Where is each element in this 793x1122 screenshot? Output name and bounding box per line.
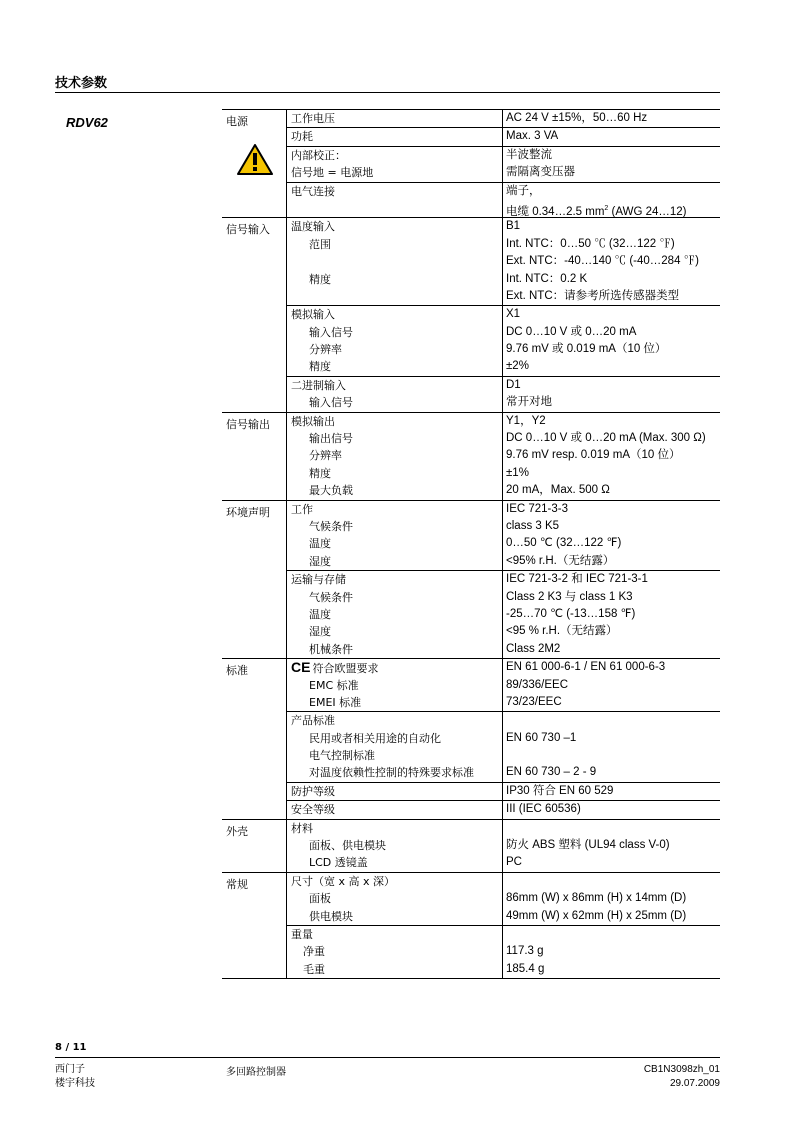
spec-value: EN 60 730 – 2 - 9 bbox=[506, 766, 597, 779]
spec-value: 9.76 mV 或 0.019 mA（10 位） bbox=[506, 343, 667, 356]
spec-name: 安全等级 bbox=[291, 803, 335, 817]
spec-group-material bbox=[287, 820, 720, 872]
spec-value: EN 61 000-6-1 / EN 61 000-6-3 bbox=[506, 661, 666, 674]
spec-name: 最大负载 bbox=[309, 484, 353, 498]
section-signal-output bbox=[222, 413, 720, 501]
spec-name: 净重 bbox=[303, 945, 325, 959]
spec-group-eu bbox=[287, 659, 720, 711]
spec-name: 面板、供电模块 bbox=[309, 839, 386, 853]
model-name: RDV62 bbox=[66, 115, 108, 130]
spec-name: 材料 bbox=[291, 821, 313, 835]
section-signal-input bbox=[222, 218, 720, 412]
spec-name: 对温度依赖性控制的特殊要求标准 bbox=[309, 766, 474, 780]
spec-value: Int. NTC：0…50 ℃ (32…122 ℉) bbox=[506, 237, 675, 250]
spec-value bbox=[506, 820, 720, 837]
spec-name: 精度 bbox=[309, 360, 331, 374]
spec-value: B1 bbox=[506, 220, 521, 233]
spec-value: 防火 ABS 塑料 (UL94 class V-0) bbox=[506, 839, 670, 852]
footer-doc-info bbox=[644, 1063, 720, 1091]
spec-name bbox=[291, 288, 502, 305]
spec-value bbox=[506, 747, 720, 764]
spec-value: PC bbox=[506, 856, 522, 869]
spec-name: 信号地 = 电源地 bbox=[291, 166, 374, 180]
spec-value: 电缆 0.34…2.5 $mm^2$ (AWG 24…12) bbox=[506, 204, 687, 218]
section-power bbox=[222, 110, 720, 218]
section-label: 环境声明 bbox=[226, 505, 270, 519]
tech-spec-table bbox=[222, 109, 720, 979]
spec-value bbox=[506, 926, 720, 943]
spec-group-binary-input bbox=[287, 376, 720, 412]
spec-group-transport-storage bbox=[287, 570, 720, 658]
footer-product: 多回路控制器 bbox=[226, 1067, 286, 1078]
spec-value: ±2% bbox=[506, 360, 529, 373]
spec-name: 温度 bbox=[309, 607, 331, 621]
spec-name: 防护等级 bbox=[291, 784, 335, 798]
spec-name: 范围 bbox=[309, 237, 331, 251]
spec-group-temperature bbox=[287, 218, 720, 305]
spec-value: 0…50 ℃ (32…122 ℉) bbox=[506, 537, 622, 550]
spec-value: 185.4 g bbox=[506, 962, 545, 975]
spec-name: 功耗 bbox=[291, 130, 313, 144]
spec-group-weight bbox=[287, 925, 720, 978]
spec-value: 20 mA，Max. 500 Ω bbox=[506, 484, 610, 497]
spec-name: 气候条件 bbox=[309, 590, 353, 604]
spec-value: 117.3 g bbox=[506, 945, 544, 958]
spec-name: 电气控制标准 bbox=[309, 749, 375, 763]
spec-value: 73/23/EEC bbox=[506, 695, 562, 708]
spec-name: 工作电压 bbox=[291, 112, 335, 125]
spec-name: 尺寸（宽 x 高 x 深） bbox=[291, 874, 396, 888]
section-label: 常规 bbox=[226, 877, 248, 891]
spec-name: 湿度 bbox=[309, 554, 331, 568]
spec-value: class 3 K5 bbox=[506, 519, 560, 532]
spec-value: Max. 3 VA bbox=[506, 130, 559, 143]
spec-value: Ext. NTC：-40…140 ℃ (-40…284 ℉) bbox=[506, 255, 700, 268]
section-standards bbox=[222, 659, 720, 820]
spec-value: 86mm (W) x 86mm (H) x 14mm (D) bbox=[506, 892, 687, 905]
spec-name: 毛重 bbox=[303, 962, 325, 976]
section-environment bbox=[222, 501, 720, 660]
spec-name: 面板 bbox=[309, 892, 331, 906]
spec-value: 半波整流 bbox=[506, 148, 552, 161]
spec-value bbox=[506, 873, 720, 890]
spec-name: 温度输入 bbox=[291, 220, 335, 234]
spec-value: 常开对地 bbox=[506, 396, 552, 409]
spec-name: 分辨率 bbox=[309, 343, 342, 357]
footer-company-line: 楼宇科技 bbox=[55, 1078, 95, 1089]
section-label: 标准 bbox=[226, 664, 248, 678]
spec-value: Class 2M2 bbox=[506, 642, 561, 655]
spec-name: 符合欧盟要求 bbox=[312, 662, 379, 676]
spec-value: X1 bbox=[506, 308, 521, 321]
spec-name: 模拟输出 bbox=[291, 414, 335, 428]
spec-name: EMEI 标准 bbox=[309, 695, 362, 709]
spec-value: <95% r.H.（无结露） bbox=[506, 554, 615, 567]
spec-group-dimensions bbox=[287, 873, 720, 925]
spec-value: EN 60 730 –1 bbox=[506, 731, 577, 744]
spec-name: 精度 bbox=[309, 466, 331, 480]
footer-divider bbox=[55, 1057, 720, 1058]
spec-value: III (IEC 60536) bbox=[506, 803, 581, 816]
spec-row bbox=[287, 182, 720, 218]
spec-name: 二进制输入 bbox=[291, 378, 346, 392]
spec-name: 民用或者相关用途的自动化 bbox=[309, 731, 441, 745]
spec-value: Y1，Y2 bbox=[506, 414, 546, 427]
spec-name: 电气连接 bbox=[291, 184, 335, 198]
spec-name: LCD 透镜盖 bbox=[309, 856, 368, 870]
spec-value: 89/336/EEC bbox=[506, 678, 569, 691]
spec-name: 输出信号 bbox=[309, 432, 353, 446]
spec-name: 机械条件 bbox=[309, 642, 353, 656]
spec-name: 运输与存储 bbox=[291, 573, 346, 587]
spec-value: D1 bbox=[506, 378, 521, 391]
spec-row-protection bbox=[287, 782, 720, 800]
page-header-title: 技术参数 bbox=[55, 76, 108, 91]
spec-name: 模拟输入 bbox=[291, 308, 335, 322]
spec-value bbox=[506, 712, 720, 729]
spec-value: Ext. NTC：请参考所选传感器类型 bbox=[506, 289, 680, 302]
spec-group-product bbox=[287, 711, 720, 782]
spec-name: EMC 标准 bbox=[309, 678, 359, 692]
page-number: 8 / 11 bbox=[55, 1042, 87, 1053]
spec-value: IEC 721-3-3 bbox=[506, 502, 569, 515]
spec-name: 工作 bbox=[291, 502, 313, 516]
spec-name: 输入信号 bbox=[309, 325, 353, 339]
spec-name: 重量 bbox=[291, 927, 313, 941]
warning-triangle-icon bbox=[236, 143, 274, 176]
spec-value: 49mm (W) x 62mm (H) x 25mm (D) bbox=[506, 909, 687, 922]
ce-mark-icon: CE bbox=[291, 659, 311, 676]
section-housing bbox=[222, 820, 720, 873]
spec-value: DC 0…10 V 或 0…20 mA bbox=[506, 325, 637, 338]
spec-group-analog-output bbox=[287, 413, 720, 500]
spec-value: 端子， bbox=[506, 184, 541, 197]
header-divider bbox=[55, 92, 720, 93]
footer-company bbox=[55, 1063, 95, 1091]
spec-value: -25…70 ℃ (-13…158 ℉) bbox=[506, 607, 636, 620]
spec-name: 气候条件 bbox=[309, 519, 353, 533]
section-label: 信号输入 bbox=[226, 223, 270, 237]
spec-name bbox=[291, 253, 502, 270]
section-label: 电源 bbox=[226, 115, 248, 128]
spec-value: <95 % r.H.（无结露） bbox=[506, 625, 618, 638]
spec-name: 分辨率 bbox=[309, 449, 342, 463]
footer-company-line: 西门子 bbox=[55, 1064, 85, 1075]
spec-row bbox=[287, 110, 720, 127]
spec-group-analog-input bbox=[287, 305, 720, 376]
spec-value: 9.76 mV resp. 0.019 mA（10 位） bbox=[506, 449, 681, 462]
spec-group-operation bbox=[287, 501, 720, 571]
spec-name: 供电模块 bbox=[309, 909, 353, 923]
spec-value: AC 24 V ±15%，50…60 Hz bbox=[506, 112, 648, 124]
section-label: 信号输出 bbox=[226, 417, 270, 431]
spec-name: 内部校正： bbox=[291, 148, 346, 162]
spec-name: 产品标准 bbox=[291, 714, 335, 728]
spec-value: IP30 符合 EN 60 529 bbox=[506, 784, 614, 797]
section-label: 外壳 bbox=[226, 824, 248, 838]
spec-name: 精度 bbox=[309, 272, 331, 286]
spec-value: IEC 721-3-2 和 IEC 721-3-1 bbox=[506, 573, 648, 586]
section-general bbox=[222, 873, 720, 979]
spec-name: 输入信号 bbox=[309, 396, 353, 410]
spec-value: DC 0…10 V 或 0…20 mA (Max. 300 Ω) bbox=[506, 432, 706, 445]
spec-name: 温度 bbox=[309, 537, 331, 551]
spec-row bbox=[287, 146, 720, 182]
spec-value: Int. NTC：0.2 K bbox=[506, 272, 588, 285]
spec-value: ±1% bbox=[506, 466, 529, 479]
doc-date: 29.07.2009 bbox=[669, 1078, 720, 1089]
spec-value: Class 2 K3 与 class 1 K3 bbox=[506, 590, 633, 603]
spec-value: 需隔离变压器 bbox=[506, 166, 575, 179]
spec-row-safety bbox=[287, 800, 720, 818]
doc-number: CB1N3098zh_01 bbox=[643, 1064, 720, 1075]
spec-name: 湿度 bbox=[309, 625, 331, 639]
spec-row bbox=[287, 127, 720, 145]
